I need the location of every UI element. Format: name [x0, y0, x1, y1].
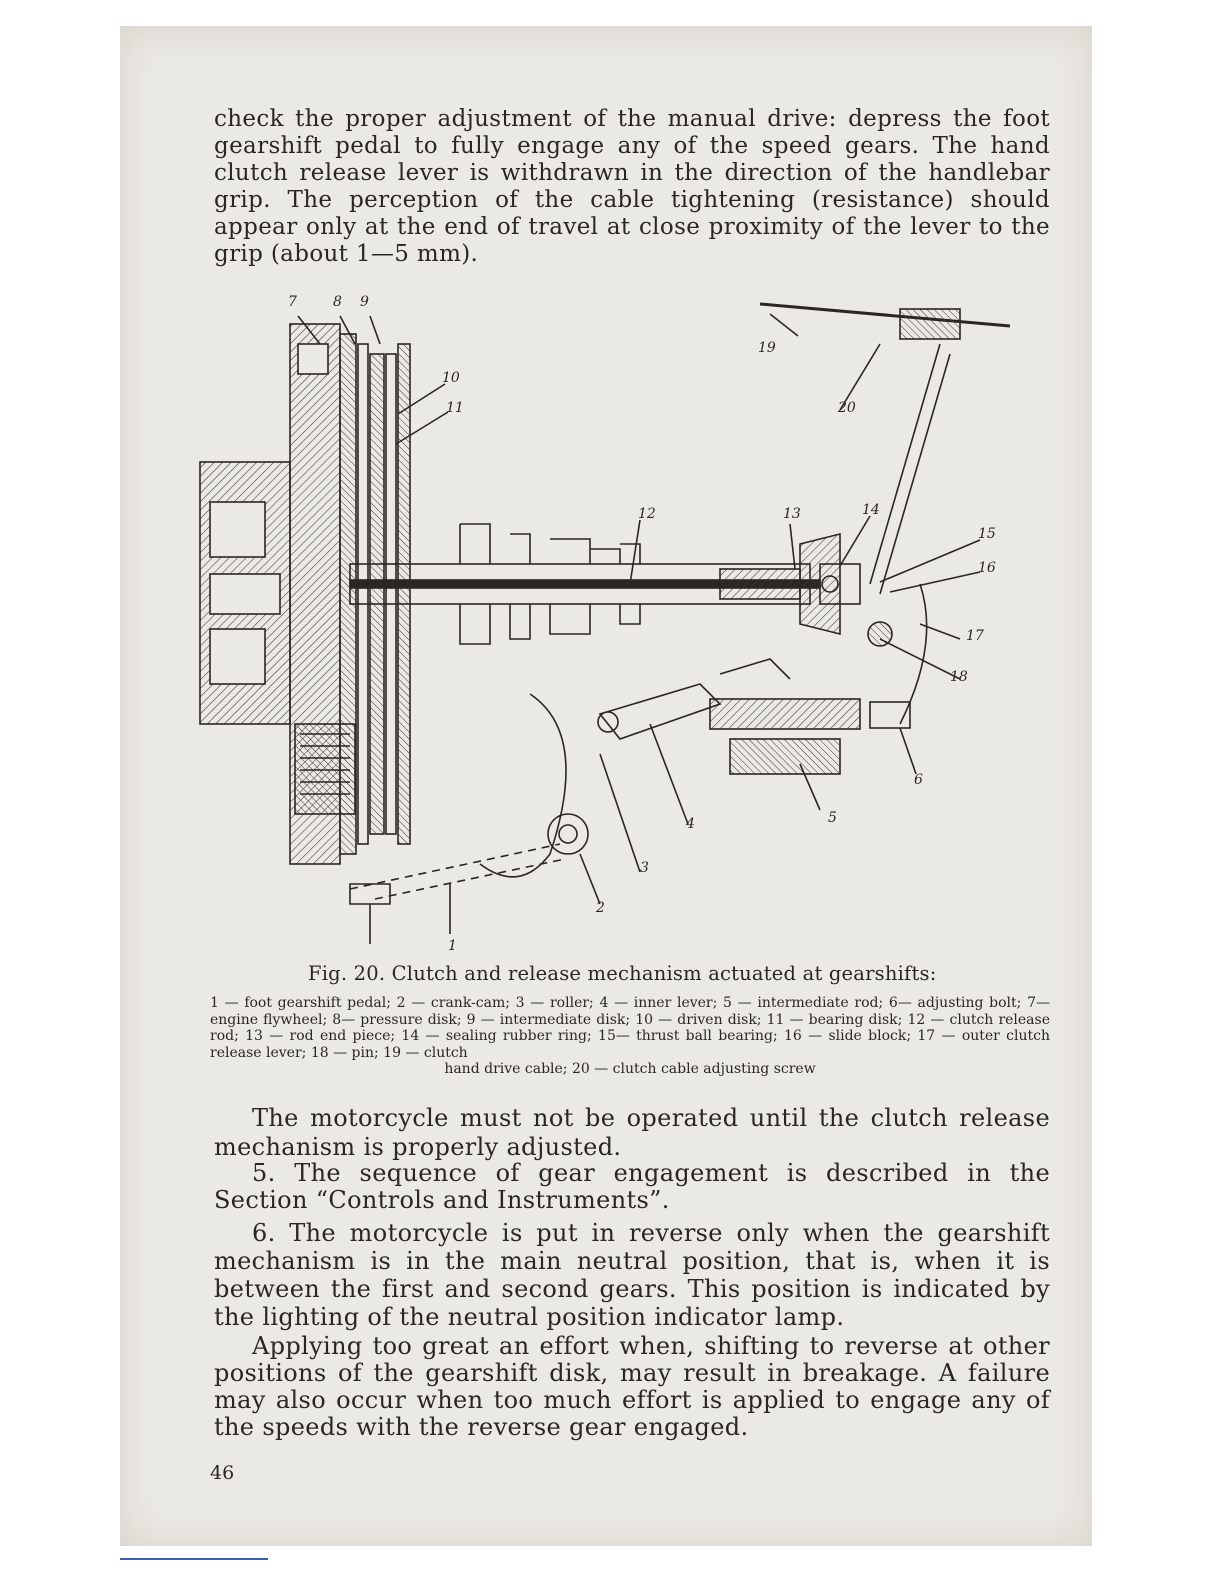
paragraph-applying: Applying too great an effort when, shifting to reverse at other positions of the gearshift disk, may result in breakage. A failure may also occur when too much effort is applied to engage any of the speeds with the reverse gear engaged.	[214, 1332, 1050, 1441]
callout-19: 19	[758, 340, 776, 356]
crank-cam-pivot	[548, 814, 588, 854]
clutch-plate	[398, 344, 410, 844]
callout-2: 2	[596, 900, 605, 916]
clutch-cable-adjusting-screw	[900, 309, 960, 339]
callout-8: 8	[333, 294, 342, 310]
intermediate-disk	[358, 344, 368, 844]
callout-14: 14	[862, 502, 880, 518]
clutch-springs	[295, 724, 355, 814]
lever-tip	[720, 659, 790, 679]
callout-20: 20	[838, 400, 856, 416]
clutch-hand-drive-cable	[760, 304, 1010, 326]
lever-arc	[900, 584, 927, 724]
blue-underline-mark	[120, 1558, 268, 1560]
callout-1: 1	[448, 938, 457, 954]
page-number: 46	[210, 1462, 235, 1484]
callout-3: 3	[640, 860, 649, 876]
callout-4: 4	[686, 816, 695, 832]
crank-cam	[480, 694, 566, 877]
bearing-disk	[386, 354, 396, 834]
intermediate-rod	[710, 699, 860, 729]
callout-6: 6	[914, 772, 923, 788]
callout-15: 15	[978, 526, 996, 542]
bearing-lower	[210, 629, 265, 684]
outer-clutch-release-lever	[870, 344, 950, 594]
flywheel-bolt	[298, 344, 328, 374]
callout-5: 5	[828, 810, 837, 826]
callout-12: 12	[638, 506, 656, 522]
pedal-pad	[350, 884, 390, 944]
clutch-diagram	[180, 284, 1020, 954]
warning-paragraph: The motorcycle must not be operated until the clutch release mechanism is properly adjusted.	[214, 1104, 1050, 1161]
callout-9: 9	[360, 294, 369, 310]
gear-teeth-lower	[460, 604, 640, 644]
driven-disk	[370, 354, 384, 834]
bearing-upper	[210, 502, 265, 557]
rod-end-piece	[720, 569, 800, 599]
figure-legend-last-line: hand drive cable; 20 — clutch cable adjusting screw	[444, 1061, 816, 1077]
gear-teeth-upper	[460, 524, 640, 564]
crank-cam-pivot-inner	[559, 825, 577, 843]
inner-lever	[600, 684, 720, 739]
paragraph-6: 6. The motorcycle is put in reverse only when the gearshift mechanism is in the main neutral position, that is, when it is between the first and second gears. This position is indicated by the lighting of the neutral position indicator lamp.	[214, 1219, 1050, 1331]
callout-11: 11	[446, 400, 464, 416]
clutch-diagram-drawing	[180, 284, 1020, 954]
intro-paragraph: check the proper adjustment of the manual drive: depress the foot gearshift pedal to fully engage any of the speed gears. The hand clutch release lever is withdrawn in the direction of the handlebar grip. The perception of the cable tightening (resistance) should appear only at the end of travel at close proximity of the lever to the grip (about 1—5 mm).	[214, 106, 1050, 267]
callout-18: 18	[950, 669, 968, 685]
callout-13: 13	[783, 506, 801, 522]
figure-legend: 1 — foot gearshift pedal; 2 — crank-cam; 3 — roller; 4 — inner lever; 5 — intermediate rod; 6— adjusting bolt; 7—engine flywheel; 8— pressure disk; 9 — intermediate disk; 10 — driven disk; 11 — bearing disk; 12 — clutch release rod; 13 — rod end piece; 14 — sealing rubber ring; 15— thrust ball bearing; 16 — slide block; 17 — outer clutch release lever; 18 — pin; 19 — clutch	[210, 995, 1050, 1061]
paragraph-5: 5. The sequence of gear engagement is described in the Section “Controls and Instruments”.	[214, 1159, 1050, 1214]
crankshaft-end	[210, 574, 280, 614]
intermediate-rod-lower	[730, 739, 840, 774]
callout-7: 7	[288, 294, 297, 310]
callout-17: 17	[966, 628, 984, 644]
callout-16: 16	[978, 560, 996, 576]
figure-caption-title: Fig. 20. Clutch and release mechanism actuated at gearshifts:	[308, 962, 937, 985]
callout-10: 10	[442, 370, 460, 386]
